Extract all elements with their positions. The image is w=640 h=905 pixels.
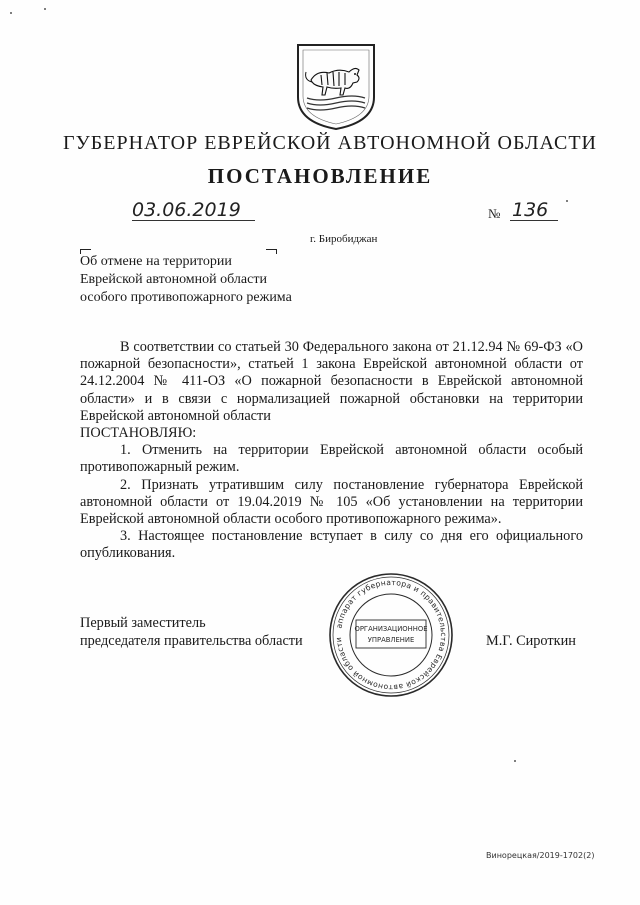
issuer-title: ГУБЕРНАТОР ЕВРЕЙСКОЙ АВТОНОМНОЙ ОБЛАСТИ [63, 132, 597, 154]
document-type-title: ПОСТАНОВЛЕНИЕ [207, 164, 433, 188]
signatory-position [80, 614, 303, 650]
decree-body [80, 339, 583, 563]
subject-line: Еврейской автономной области [80, 272, 267, 287]
subject-line: особого противопожарного режима [80, 290, 292, 305]
signatory-position-line: Первый заместитель [80, 615, 206, 631]
subject-line: Об отмене на территории [80, 254, 232, 269]
scan-speck [44, 8, 46, 10]
city-line: г. Биробиджан [310, 233, 378, 245]
decree-item: 1. Отменить на территории Еврейской автономной области особый противопожарный режим. [80, 442, 583, 476]
svg-text:аппарат губернатора и правител [334, 578, 448, 692]
preamble-paragraph: В соответствии со статьей 30 Федерального закона от 21.12.94 № 69-ФЗ «О пожарной безопасности», статьей 1 закона Еврейской автономной области от 24.12.2004 № 411-ОЗ «О пожарной безопасности в Еврейской автономной области» и в связи с нормализацией пожарной обстановки на территории Еврейской автономной области [80, 339, 583, 424]
decree-date: 03.06.2019 [132, 200, 255, 221]
stamp-inner-line: ОРГАНИЗАЦИОННОЕ [354, 625, 428, 633]
stamp-inner-line: УПРАВЛЕНИЕ [367, 636, 415, 644]
resolve-word: ПОСТАНОВЛЯЮ: [80, 425, 197, 442]
official-stamp-icon [326, 570, 456, 700]
decree-item: 3. Настоящее постановление вступает в силу со дня его официального опубликования. [80, 528, 583, 562]
scan-speck [566, 200, 568, 202]
scan-speck [10, 12, 12, 14]
scan-speck [514, 760, 516, 762]
decree-item: 2. Признать утратившим силу постановление губернатора Еврейской автономной области от 19.04.2019 № 105 «Об установлении на территории Еврейской автономной области особого противопожарного режима». [80, 476, 583, 528]
signatory-name: М.Г. Сироткин [486, 633, 576, 649]
decree-number: 136 [510, 200, 558, 221]
document-reference-code: Винорецкая/2019-1702(2) [486, 851, 595, 860]
signatory-position-line: председателя правительства области [80, 633, 303, 649]
stamp-outer-text: аппарат губернатора и правительства Еврейской автономной области [333, 577, 449, 693]
subject-block [80, 253, 292, 307]
coat-of-arms-icon [295, 42, 377, 132]
number-label: № [488, 206, 501, 221]
